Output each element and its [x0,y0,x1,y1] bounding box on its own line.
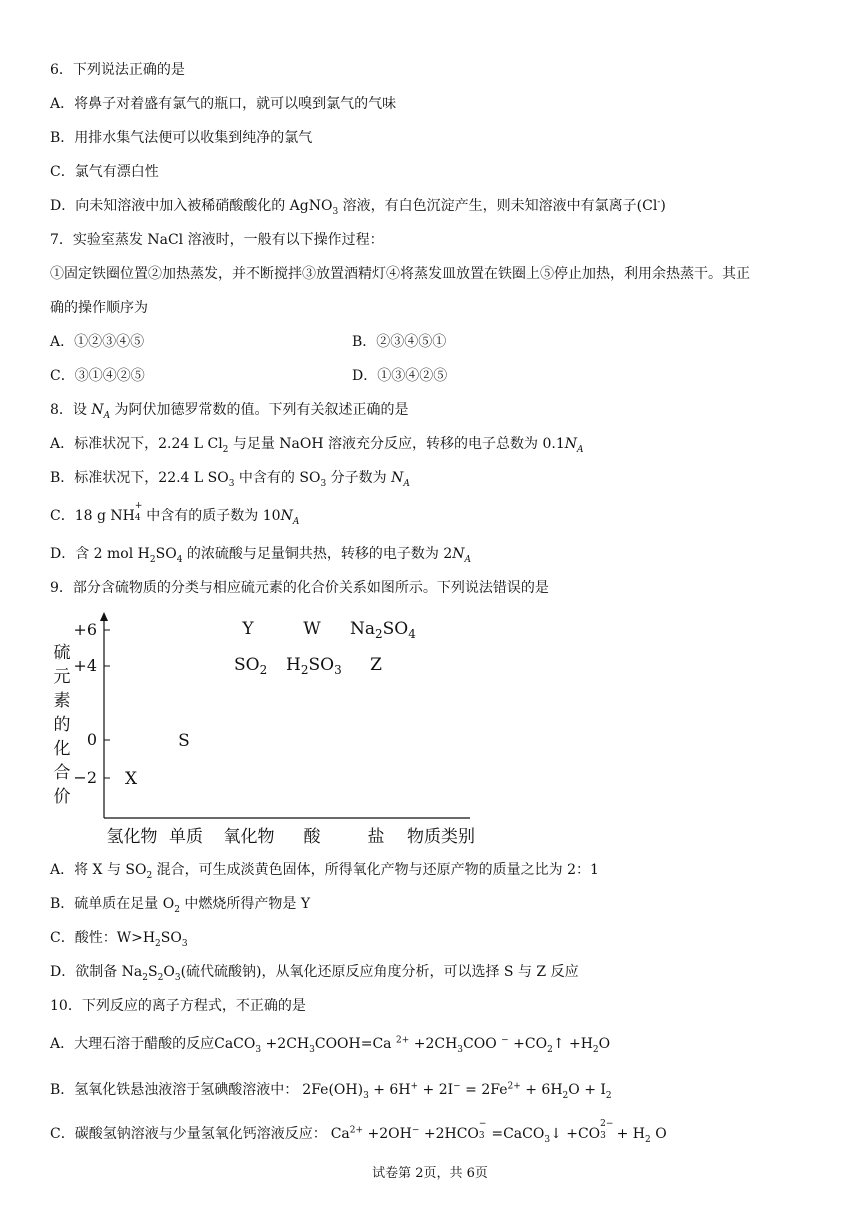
q6-option-b: B．用排水集气法便可以收集到纯净的氯气 [50,130,313,146]
na-sub: A [292,516,300,527]
text: B．硫单质在足量 O [50,896,175,912]
ylabel-char: 合 [53,763,71,783]
text: C．碳酸氢钠溶液与少量氢氧化钙溶液反应： [50,1126,327,1142]
text: 中燃烧所得产物是 Y [179,896,311,912]
ylabel-char: 价 [53,787,71,807]
x-label: 酸 [303,827,321,847]
q8-option-b [50,468,410,488]
text: D．含 2 mol H [50,546,150,562]
text: 与足量 NaOH 溶液充分反应，转移的电子总数为 0.1 [228,436,565,452]
y-tick-label: +6 [73,620,97,639]
q9-option-d [50,962,579,982]
x-label: 氧化物 [223,827,275,847]
q8-stem [50,400,409,420]
ylabel-char: 硫 [53,643,71,663]
text: 8．设 [50,402,92,418]
text: (硫代硫酸钠)，从氧化还原反应角度分析，可以选择 S 与 Z 反应 [180,964,579,980]
q7-option-d: D．①③④②⑤ [352,368,448,384]
text: 混合，可生成淡黄色固体，所得氧化产物与还原产物的质量之比为 2：1 [152,862,599,878]
ylabel-char: 化 [53,739,71,759]
page-footer: 试卷第 2页，共 6页 [372,1166,488,1181]
text: 为阿伏加德罗常数的值。下列有关叙述正确的是 [110,402,409,418]
q10-option-b [50,1080,612,1100]
y-tick-label: 0 [86,730,97,749]
sub: 2 [157,972,164,983]
sub: 4 [176,554,183,565]
y-axis-arrow [100,612,108,621]
q8-option-a [50,434,584,454]
ylabel-char: 素 [53,691,71,711]
point-y: Y [242,619,254,639]
x-labels [107,827,476,847]
sub: 2 [222,444,229,455]
q10-stem: 10．下列反应的离子方程式，不正确的是 [50,998,306,1014]
text: 中含有的质子数为 10 [141,508,281,524]
x-label: 单质 [169,827,203,847]
point-w: W [303,619,321,639]
q8-option-d [50,544,471,564]
equation: $Ca^{2+} +2OH^- +2HCO$ − 3 =CaCO$_3$↓ +CO 2− 3 + $H_2$ O [330,1119,667,1145]
na-sub: A [403,478,410,489]
sub: 3 [174,972,181,983]
q7-option-a: A．①②③④⑤ [50,334,145,350]
y-axis-label [54,643,71,807]
text: B．氢氧化铁悬浊液溶于氢碘酸溶液中： [50,1082,299,1098]
q8-option-c: C．18 g NH + 4 中含有的质子数为 $10N_A$ [50,501,300,527]
text: O [163,964,175,980]
na-symbol: N [280,508,293,524]
point-so2: $SO_2$ [234,655,268,677]
na-symbol: N [452,546,465,562]
point-h2so3: $H_2SO_3$ [286,655,342,677]
q6-option-a: A．将鼻子对着盛有氯气的瓶口，就可以嗅到氯气的气味 [50,96,397,112]
sub: 2 [146,870,153,881]
text: B．标准状况下，22.4 L SO [50,470,229,486]
text: A．将 X 与 SO [50,862,147,878]
equation: $2Fe(OH)_3 + 6H^+ + 2I^- = 2Fe^{2+} + 6H_2O + I_2$ [302,1081,612,1101]
q7-option-b: B．②③④⑤① [352,334,447,350]
q7-steps-line2: 确的操作顺序为 [50,300,148,316]
text: A．大理石溶于醋酸的反应 [50,1036,215,1052]
q9-option-c [50,928,188,948]
ylabel-char: 的 [53,715,71,735]
sup: - [657,197,661,208]
q9-option-b [50,894,310,914]
equation: CaCO$_3$ $+2CH_3COOH=Ca$ $^{2+} +2CH_3COO$ $^- +CO_2↑ +H_2O$ [214,1035,611,1055]
sub: 3 [320,478,327,489]
sub: 2 [155,938,161,949]
ylabel-char: 元 [53,667,71,687]
na-symbol: N [391,470,404,486]
point-na2so4: $Na_2SO_4$ [350,619,416,641]
q9-stem: 9．部分含硫物质的分类与相应硫元素的化合价关系如图所示。下列说法错误的是 [50,580,549,596]
na-sub: A [577,444,584,455]
text: 中含有的 SO [234,470,321,486]
x-label: 氢化物 [106,827,158,847]
q9-option-a [50,860,599,880]
text: ) [660,198,666,214]
sub: 2 [174,904,180,915]
text: D．向未知溶液中加入被稀硝酸酸化的 AgNO [50,198,333,214]
sub: 3 [332,206,339,217]
q7-stem: 7．实验室蒸发 NaCl 溶液时，一般有以下操作过程： [50,232,384,248]
q7-option-c: C．③①④②⑤ [50,368,145,384]
point-x: X [124,769,138,789]
text: D．欲制备 Na [50,964,143,980]
point-z: Z [370,655,382,675]
na-symbol: N [91,402,104,418]
chart-points [125,619,416,789]
text: C．酸性：W>H [50,930,156,946]
q10-option-c [50,1119,667,1145]
na-symbol: N [564,436,578,452]
q7-steps-line1: ①固定铁圈位置②加热蒸发，并不断搅拌③放置酒精灯④将蒸发皿放置在铁圈上⑤停止加热，利用余热蒸干。其正 [50,266,750,282]
y-tick-label: −2 [73,768,97,787]
text: C．18 g NH [50,508,135,524]
y-tick-label: +4 [73,656,97,675]
text: A．标准状况下，2.24 L Cl [50,436,223,452]
text: 分子数为 [326,470,392,486]
text: SO [160,930,182,946]
text: 的浓硫酸与足量铜共热，转移的电子数为 2 [182,546,453,562]
text: 溶液，有白色沉淀产生，则未知溶液中有氯离子(Cl [338,198,658,214]
x-label: 物质类别 [407,827,475,847]
text: S [148,964,158,980]
x-label: 盐 [367,827,385,847]
sub: 2 [149,554,156,565]
sub: 3 [228,478,235,489]
q6-option-d [50,196,666,216]
q6-stem: 6．下列说法正确的是 [50,62,185,78]
sub: 3 [181,938,188,949]
q6-option-c: C．氯气有漂白性 [50,164,159,180]
text: SO [155,546,177,562]
na-sub: A [103,410,111,421]
q10-option-a [50,1034,610,1054]
na-sub: A [464,554,471,565]
point-s: S [178,731,190,751]
sub: 2 [142,972,149,983]
sulfur-valence-chart [50,612,490,852]
